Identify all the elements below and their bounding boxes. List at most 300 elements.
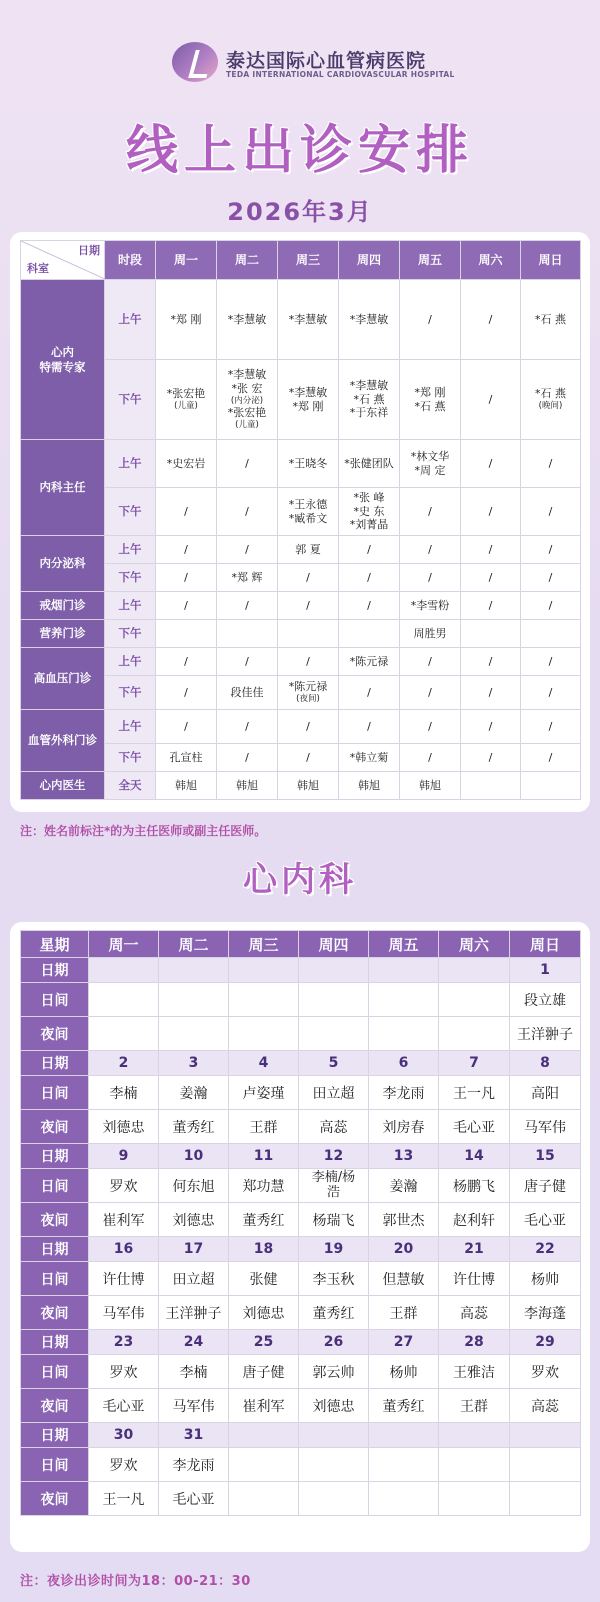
schedule-cell: / [278,648,339,676]
schedule-cell: / [521,592,581,620]
weekday-header: 周二 [159,931,229,958]
doctor-cell [439,1448,510,1482]
doctor-cell: 崔利军 [89,1203,159,1237]
cell-line: *张宏艳 [166,387,206,401]
schedule-cell: / [156,710,217,744]
schedule-cell: / [461,744,521,772]
date-row [21,1144,581,1169]
date-cell: 1 [510,958,581,983]
cell-line: *李慧敏 [227,368,267,382]
schedule-cell [461,772,521,800]
schedule-cell [156,360,217,440]
doctor-cell: 董秀红 [299,1296,369,1330]
date-cell: 23 [89,1330,159,1355]
weekday-header: 周五 [369,931,439,958]
row-label: 日期 [21,958,89,983]
schedule-row [21,744,581,772]
date-row [21,1051,581,1076]
weekday-header: 周六 [439,931,510,958]
date-cell: 5 [299,1051,369,1076]
schedule-cell: / [521,648,581,676]
doctor-cell [89,1017,159,1051]
doctor-cell: 许仕博 [439,1262,510,1296]
day-header: 周日 [521,241,581,280]
doctor-cell: 唐子健 [229,1355,299,1389]
doctor-cell: 但慧敏 [369,1262,439,1296]
doctor-cell [439,1482,510,1516]
day-shift-row [21,1448,581,1482]
doctor-cell: 杨帅 [369,1355,439,1389]
schedule-row [21,280,581,360]
schedule-cell: / [400,744,461,772]
schedule-cell: / [278,592,339,620]
hospital-name-en: TEDA INTERNATIONAL CARDIOVASCULAR HOSPITAL [226,70,455,79]
date-cell: 3 [159,1051,229,1076]
schedule-cell: / [521,536,581,564]
cell-line: *陈元禄 [288,680,328,694]
schedule-cell: / [400,710,461,744]
period-label: 下午 [105,676,156,710]
doctor-cell: 刘德忠 [159,1203,229,1237]
date-cell: 31 [159,1423,229,1448]
doctor-cell [159,983,229,1017]
cell-line: (晚间) [538,401,563,412]
date-cell: 12 [299,1144,369,1169]
doctor-cell: 王群 [229,1110,299,1144]
schedule-row [21,592,581,620]
doctor-cell: 张健 [229,1262,299,1296]
row-label: 夜间 [21,1482,89,1516]
day-header: 周五 [400,241,461,280]
schedule-cell: / [400,280,461,360]
date-cell [439,1423,510,1448]
day-header: 周三 [278,241,339,280]
doctor-cell: 郭云帅 [299,1355,369,1389]
schedule-cell: *韩立菊 [339,744,400,772]
schedule-cell: 孔宣柱 [156,744,217,772]
schedule-row [21,710,581,744]
date-cell: 29 [510,1330,581,1355]
schedule-cell: / [400,648,461,676]
day-shift-row [21,983,581,1017]
cell-line: (夜间) [296,694,320,705]
doctor-cell: 王一凡 [89,1482,159,1516]
date-cell: 30 [89,1423,159,1448]
doctor-cell: 刘德忠 [89,1110,159,1144]
schedule-cell: *李慧敏 [278,280,339,360]
schedule-row [21,772,581,800]
doctor-cell: 卢姿瑾 [229,1076,299,1110]
doctor-cell [439,1017,510,1051]
dept-label: 内分泌科 [21,536,105,592]
row-label: 日期 [21,1423,89,1448]
corner-header [21,241,105,280]
doctor-cell [89,983,159,1017]
doctor-cell: 田立超 [159,1262,229,1296]
schedule-cell: *张 峰 *史 东 *刘菁晶 [339,488,400,536]
doctor-cell: 李龙雨 [369,1076,439,1110]
doctor-cell: 唐子健 [510,1169,581,1203]
row-label: 夜间 [21,1110,89,1144]
period-label: 下午 [105,620,156,648]
date-cell: 15 [510,1144,581,1169]
doctor-cell: 高蕊 [510,1389,581,1423]
dept-label: 营养门诊 [21,620,105,648]
doctor-cell: 董秀红 [229,1203,299,1237]
schedule-cell [217,620,278,648]
schedule-row [21,440,581,488]
night-shift-row [21,1296,581,1330]
row-label: 夜间 [21,1017,89,1051]
doctor-cell: 毛心亚 [439,1110,510,1144]
schedule-cell: / [339,676,400,710]
doctor-cell [439,983,510,1017]
date-cell: 27 [369,1330,439,1355]
doctor-cell: 马军伟 [159,1389,229,1423]
schedule-cell: / [461,648,521,676]
period-label: 上午 [105,710,156,744]
dept-label: 戒烟门诊 [21,592,105,620]
schedule-cell: / [461,280,521,360]
weekday-header: 周四 [299,931,369,958]
date-cell: 16 [89,1237,159,1262]
schedule-cell: *王晓冬 [278,440,339,488]
doctor-cell [299,983,369,1017]
day-header: 周二 [217,241,278,280]
date-row [21,1330,581,1355]
schedule-row [21,488,581,536]
schedule-cell: / [156,592,217,620]
schedule-cell: / [521,488,581,536]
date-row [21,1423,581,1448]
doctor-cell: 刘德忠 [299,1389,369,1423]
schedule-cell: *史宏岩 [156,440,217,488]
day-header: 周六 [461,241,521,280]
outpatient-schedule-panel [10,232,590,812]
period-label: 下午 [105,488,156,536]
doctor-cell: 毛心亚 [89,1389,159,1423]
schedule-cell: / [217,536,278,564]
schedule-cell: / [461,488,521,536]
schedule-cell: / [217,744,278,772]
doctor-cell [369,1448,439,1482]
date-cell: 18 [229,1237,299,1262]
period-header: 时段 [105,241,156,280]
attending-note: 注：姓名前标注*的为主任医师或副主任医师。 [20,824,267,838]
doctor-cell: 马军伟 [89,1296,159,1330]
doctor-cell: 许仕博 [89,1262,159,1296]
outpatient-schedule-table [20,240,581,800]
period-label: 下午 [105,360,156,440]
row-label: 夜间 [21,1296,89,1330]
dept-label: 心内医生 [21,772,105,800]
doctor-cell: 罗欢 [89,1169,159,1203]
day-shift-row [21,1169,581,1203]
cardiology-schedule-panel [10,922,590,1552]
date-cell: 28 [439,1330,510,1355]
cell-line: (儿童) [174,401,198,412]
date-cell [369,958,439,983]
hospital-name-cn: 泰达国际心血管病医院 [226,50,427,72]
doctor-cell [369,1482,439,1516]
period-label: 上午 [105,648,156,676]
schedule-row [21,648,581,676]
doctor-cell [299,1448,369,1482]
doctor-cell: 王一凡 [439,1076,510,1110]
schedule-cell: / [278,744,339,772]
doctor-cell [229,1017,299,1051]
date-cell: 24 [159,1330,229,1355]
schedule-cell: / [217,488,278,536]
date-cell: 4 [229,1051,299,1076]
period-label: 下午 [105,744,156,772]
schedule-row [21,676,581,710]
night-shift-row [21,1110,581,1144]
schedule-cell: 韩旭 [339,772,400,800]
date-cell: 9 [89,1144,159,1169]
date-cell: 19 [299,1237,369,1262]
doctor-cell [299,1482,369,1516]
date-cell: 7 [439,1051,510,1076]
row-label: 日期 [21,1144,89,1169]
row-label: 夜间 [21,1389,89,1423]
doctor-cell [159,1017,229,1051]
doctor-cell: 段立雄 [510,983,581,1017]
date-cell: 20 [369,1237,439,1262]
doctor-cell: 李龙雨 [159,1448,229,1482]
doctor-cell: 李楠 [89,1076,159,1110]
row-label: 日期 [21,1051,89,1076]
period-label: 上午 [105,440,156,488]
weekday-header: 周一 [89,931,159,958]
doctor-cell [369,983,439,1017]
doctor-cell: 高蕊 [299,1110,369,1144]
date-cell: 2 [89,1051,159,1076]
doctor-cell: 李玉秋 [299,1262,369,1296]
date-cell [439,958,510,983]
date-cell [229,1423,299,1448]
doctor-cell: 李海蓬 [510,1296,581,1330]
night-shift-row [21,1203,581,1237]
schedule-cell [521,360,581,440]
schedule-cell: / [521,564,581,592]
cell-line: (内分泌) [230,395,264,406]
schedule-cell: 周胜男 [400,620,461,648]
schedule-cell: / [461,360,521,440]
row-label: 日期 [21,1237,89,1262]
date-cell: 17 [159,1237,229,1262]
doctor-cell [229,983,299,1017]
date-cell: 13 [369,1144,439,1169]
schedule-cell: 郭 夏 [278,536,339,564]
schedule-row [21,536,581,564]
schedule-cell: / [400,536,461,564]
cell-line: (儿童) [235,420,259,431]
date-cell [299,1423,369,1448]
dept-label: 高血压门诊 [21,648,105,710]
row-label: 日期 [21,1330,89,1355]
page-title: 线上出诊安排 [125,121,474,181]
schedule-cell: *李慧敏 [217,280,278,360]
night-shift-row [21,1389,581,1423]
doctor-cell: 刘德忠 [229,1296,299,1330]
schedule-cell: / [521,744,581,772]
dept-label: 心内 特需专家 [21,280,105,440]
schedule-cell [278,620,339,648]
schedule-cell: / [217,648,278,676]
date-cell: 25 [229,1330,299,1355]
schedule-cell: *王永德 *臧希文 [278,488,339,536]
date-cell [299,958,369,983]
cell-line: *张宏艳 [227,406,267,420]
schedule-cell: / [156,564,217,592]
date-cell: 21 [439,1237,510,1262]
schedule-cell: / [521,710,581,744]
date-cell [89,958,159,983]
doctor-cell: 杨帅 [510,1262,581,1296]
period-label: 全天 [105,772,156,800]
schedule-cell [461,620,521,648]
schedule-cell: *李慧敏 *石 燕 *于东祥 [339,360,400,440]
row-label: 日间 [21,1076,89,1110]
schedule-cell: / [156,536,217,564]
schedule-cell: 韩旭 [278,772,339,800]
schedule-cell: *郑 刚 *石 燕 [400,360,461,440]
period-label: 上午 [105,592,156,620]
schedule-cell: / [156,648,217,676]
schedule-cell: / [461,710,521,744]
schedule-cell: *林文华 *周 定 [400,440,461,488]
row-label: 日间 [21,1448,89,1482]
doctor-cell: 赵利轩 [439,1203,510,1237]
doctor-cell [369,1017,439,1051]
dept-label: 血管外科门诊 [21,710,105,772]
day-shift-row [21,1355,581,1389]
row-label: 日间 [21,983,89,1017]
doctor-cell: 崔利军 [229,1389,299,1423]
doctor-cell: 王群 [439,1389,510,1423]
doctor-cell: 杨鹏飞 [439,1169,510,1203]
schedule-cell: / [400,488,461,536]
doctor-cell: 姜瀚 [159,1076,229,1110]
schedule-cell: / [278,710,339,744]
night-shift-row [21,1017,581,1051]
doctor-cell [229,1482,299,1516]
schedule-cell: / [339,592,400,620]
doctor-cell: 刘房春 [369,1110,439,1144]
row-label: 日间 [21,1169,89,1203]
day-header: 周四 [339,241,400,280]
doctor-cell: 王雅洁 [439,1355,510,1389]
period-label: 下午 [105,564,156,592]
schedule-cell: / [217,710,278,744]
doctor-cell [229,1448,299,1482]
date-cell: 6 [369,1051,439,1076]
schedule-cell: / [461,536,521,564]
date-row [21,1237,581,1262]
row-label: 日间 [21,1355,89,1389]
schedule-cell [521,772,581,800]
schedule-cell [339,620,400,648]
night-shift-row [21,1482,581,1516]
schedule-cell [278,676,339,710]
schedule-cell: *陈元禄 [339,648,400,676]
schedule-cell: / [156,676,217,710]
doctor-cell: 王群 [369,1296,439,1330]
doctor-cell: 毛心亚 [510,1203,581,1237]
date-cell [159,958,229,983]
schedule-cell: / [461,440,521,488]
schedule-cell: / [521,440,581,488]
schedule-cell: / [217,592,278,620]
doctor-cell: 董秀红 [369,1389,439,1423]
schedule-row [21,620,581,648]
cell-line: *张 宏 [231,382,263,395]
night-clinic-note: 注：夜诊出诊时间为18：00-21：30 [20,1574,251,1589]
schedule-row [21,360,581,440]
date-cell: 10 [159,1144,229,1169]
doctor-cell: 罗欢 [510,1355,581,1389]
row-label: 夜间 [21,1203,89,1237]
day-shift-row [21,1076,581,1110]
schedule-cell [217,360,278,440]
doctor-cell [299,1017,369,1051]
schedule-cell: / [339,536,400,564]
row-label: 日间 [21,1262,89,1296]
schedule-cell: *李雪粉 [400,592,461,620]
corner-date-label: 日期 [78,244,100,257]
schedule-month: 2026年3月 [227,198,373,226]
doctor-cell: 王洋翀子 [159,1296,229,1330]
date-cell: 8 [510,1051,581,1076]
hospital-logo-icon [172,42,218,82]
schedule-cell: 韩旭 [400,772,461,800]
doctor-cell: 杨瑞飞 [299,1203,369,1237]
schedule-cell: *郑 刚 [156,280,217,360]
period-label: 上午 [105,536,156,564]
weekday-header: 周日 [510,931,581,958]
schedule-cell: / [461,592,521,620]
doctor-cell [510,1448,581,1482]
schedule-cell: / [400,564,461,592]
doctor-cell: 李楠/杨 浩 [299,1169,369,1203]
doctor-cell: 郑功慧 [229,1169,299,1203]
doctor-cell: 李楠 [159,1355,229,1389]
doctor-cell: 何东旭 [159,1169,229,1203]
schedule-cell: *李慧敏 [339,280,400,360]
cardiology-schedule-table [20,930,581,1516]
schedule-cell: *石 燕 [521,280,581,360]
date-row [21,958,581,983]
day-header: 周一 [156,241,217,280]
schedule-cell: / [217,440,278,488]
doctor-cell: 郭世杰 [369,1203,439,1237]
schedule-row [21,564,581,592]
schedule-cell: *郑 辉 [217,564,278,592]
doctor-cell: 罗欢 [89,1355,159,1389]
schedule-cell [156,620,217,648]
period-label: 上午 [105,280,156,360]
schedule-cell [521,620,581,648]
schedule-cell: 韩旭 [217,772,278,800]
date-cell [369,1423,439,1448]
date-cell: 14 [439,1144,510,1169]
doctor-cell: 高阳 [510,1076,581,1110]
schedule-cell: / [156,488,217,536]
schedule-cell: / [461,676,521,710]
weekday-header-label: 星期 [21,931,89,958]
date-cell [229,958,299,983]
